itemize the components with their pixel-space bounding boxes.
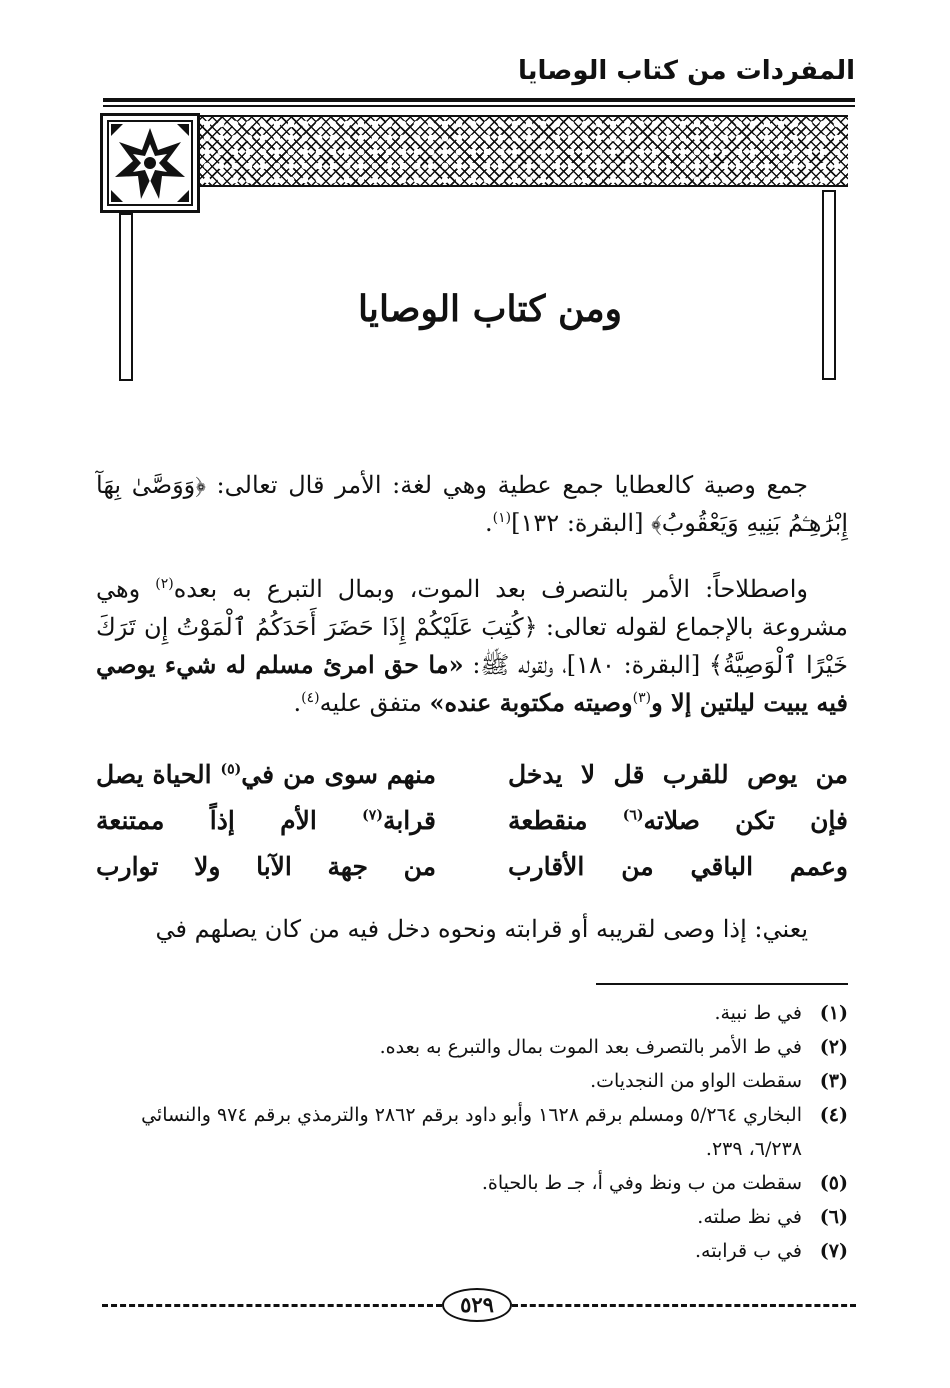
verse-text: فإن تكن صلاته	[643, 806, 848, 835]
footnote-number: (٥)	[819, 1172, 848, 1194]
paragraph-explanation	[96, 910, 848, 948]
verse-first-hemistich	[508, 806, 848, 835]
footer-dashed-rule-left	[102, 1304, 442, 1307]
footnote-number: (٧)	[819, 1240, 848, 1262]
footnote-text: في نظ صلته.	[697, 1206, 802, 1228]
footnote-text: سقطت من ب ونظ وفي أ، جـ ط بالحياة.	[481, 1172, 802, 1194]
verse-text: من يوص للقرب قل لا يدخل	[508, 760, 848, 789]
footnote-ref: (٧)	[362, 807, 383, 824]
footnote-separator	[596, 983, 848, 985]
footnote-ref: (٣)	[632, 690, 652, 706]
paragraph-definition-language	[96, 466, 848, 542]
footnote-text: في ب قرابته.	[695, 1240, 802, 1262]
running-title: المفردات من كتاب الوصايا	[517, 56, 855, 86]
verse-line	[96, 852, 848, 898]
verse-text: وعمم الباقي من الأقارب	[508, 852, 848, 881]
paragraph-text: متفق عليه	[319, 689, 430, 717]
footnote-item	[96, 1098, 848, 1166]
frame-post-right	[822, 190, 836, 380]
verse-line	[96, 760, 848, 806]
hadith-text: وصيته مكتوبة عنده»	[429, 688, 633, 717]
verse-first-hemistich	[508, 852, 848, 881]
verse-text: الأم إذاً ممتنعة	[96, 806, 363, 835]
footnote-number: (٦)	[819, 1206, 848, 1228]
footnote-text: في ط نبية.	[714, 1002, 802, 1024]
footnote-ref: (١)	[492, 510, 512, 526]
paragraph-text: جمع وصية كالعطايا جمع عطية وهي لغة: الأمر قال تعالى: ﴿وَوَصَّىٰ بِهَآ إِبْرَٰهِـۧمُ بَنِيهِ وَيَعْقُوبُ﴾ [البقرة: ١٣٢]	[96, 471, 848, 537]
footnote-ref: (٢)	[155, 576, 174, 592]
header-rule-thick	[103, 98, 855, 102]
footnote-text: سقطت الواو من النجديات.	[590, 1070, 802, 1092]
verse-second-hemistich	[96, 760, 436, 789]
footnote-text: البخاري ٥/٢٦٤ ومسلم برقم ١٦٢٨ وأبو داود برقم ٢٨٦٢ والترمذي برقم ٩٧٤ والنسائي ٦/٢٣٨، ٢٣٩.	[141, 1104, 802, 1160]
page-number: ٥٢٩	[442, 1288, 512, 1322]
corner-tile	[100, 113, 200, 213]
paragraph-end: .	[293, 689, 302, 717]
verse-line	[96, 806, 848, 852]
verse-text: قرابة	[382, 806, 436, 835]
footnote-number: (٤)	[819, 1104, 848, 1126]
verse-first-hemistich	[508, 760, 848, 789]
footnote-number: (١)	[819, 1002, 848, 1024]
verse-text: الحياة يصل	[96, 760, 221, 789]
verse-text: منقطعة	[508, 806, 623, 835]
footnote-item	[96, 1064, 848, 1098]
paragraph-definition-term	[96, 570, 848, 722]
hadith-text: «ما حق امرئ مسلم له شيء يوصي فيه يبيت ليلتين إلا و	[96, 650, 848, 717]
verse-text: من جهة الآبا ولا توارب	[96, 852, 436, 881]
footnote-ref: (٥)	[220, 761, 242, 778]
footer-dashed-rule-right	[512, 1304, 856, 1307]
verse-second-hemistich	[96, 806, 436, 835]
chapter-title: ومن كتاب الوصايا	[357, 288, 623, 330]
paragraph-text: وهي مشروعة بالإجماع لقوله تعالى: ﴿كُتِبَ عَلَيْكُمْ إِذَا حَضَرَ أَحَدَكُمُ ٱلْمَوْتُ إِن تَرَكَ خَيْرًا ٱلْوَصِيَّةُ﴾ [البقرة: ١٨٠]، ولقوله ﷺ:	[96, 575, 848, 679]
footnote-item	[96, 1234, 848, 1268]
footnote-ref: (٦)	[622, 807, 644, 824]
ornament-band	[200, 115, 848, 187]
header-rule-thin	[103, 105, 855, 107]
footnote-item	[96, 996, 848, 1030]
footnote-number: (٢)	[819, 1036, 848, 1058]
footnotes-list	[96, 996, 848, 1268]
footnote-number: (٣)	[819, 1070, 848, 1092]
paragraph-text: يعني: إذا وصى لقريبه أو قرابته ونحوه دخل فيه من كان يصلهم في	[155, 915, 808, 943]
geometric-star-ornament-icon	[107, 120, 193, 206]
footnote-text: في ط الأمر بالتصرف بعد الموت بمال والتبرع به بعده.	[379, 1036, 802, 1058]
verse-second-hemistich	[96, 852, 436, 881]
verse-text: منهم سوى من في	[241, 760, 436, 789]
footnote-item	[96, 1200, 848, 1234]
paragraph-text: واصطلاحاً: الأمر بالتصرف بعد الموت، وبمال التبرع به بعده	[173, 575, 808, 603]
footnote-ref: (٤)	[301, 690, 320, 706]
frame-post-left	[119, 213, 133, 381]
paragraph-end: .	[485, 509, 493, 537]
footnote-item	[96, 1166, 848, 1200]
footnote-item	[96, 1030, 848, 1064]
